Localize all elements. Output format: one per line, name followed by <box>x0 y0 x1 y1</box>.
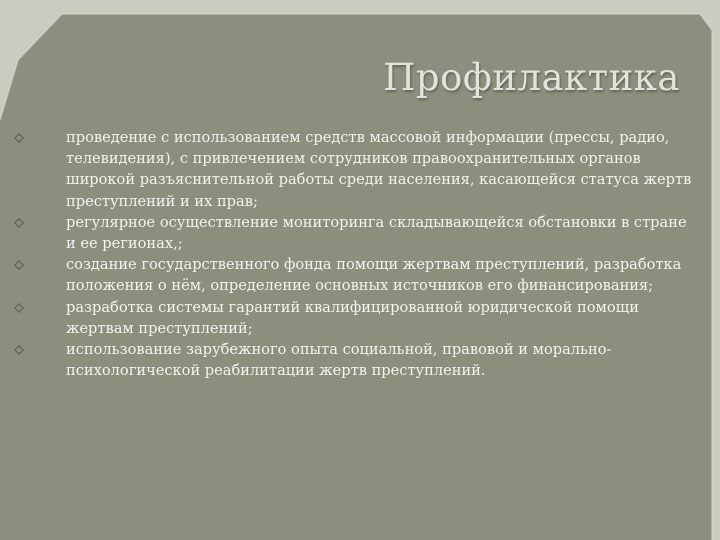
list-item <box>14 339 694 381</box>
list-item-text: разработка системы гарантий квалифицированной юридической помощи жертвам преступлений; <box>66 298 639 337</box>
list-item <box>14 127 694 212</box>
list-item <box>14 297 694 339</box>
list-item-text: создание государственного фонда помощи жертвам преступлений, разработка положения о нём, определение основных источников его финансирования; <box>66 256 682 295</box>
list-item-text: проведение с использованием средств массовой информации (прессы, радио, телевидения), с привлечением сотрудников правоохранительных органов широкой разъяснительной работы среди населения, касающейся статуса жертв преступлений и их прав; <box>66 129 692 210</box>
hollow-diamond-bullet-icon <box>14 345 24 355</box>
hollow-diamond-bullet-icon <box>14 218 24 228</box>
slide-title: Профилактика <box>383 56 680 99</box>
bullet-list <box>14 127 694 381</box>
list-item-text: регулярное осуществление мониторинга складывающейся обстановки в стране и ее регионах,; <box>66 213 687 253</box>
list-item-text: использование зарубежного опыта социальной, правовой и морально-психологической реабилитации жертв преступлений. <box>66 341 612 380</box>
hollow-diamond-bullet-icon <box>14 133 24 143</box>
list-item <box>14 254 694 296</box>
hollow-diamond-bullet-icon <box>14 260 24 270</box>
hollow-diamond-bullet-icon <box>14 303 24 313</box>
list-item <box>14 212 694 254</box>
